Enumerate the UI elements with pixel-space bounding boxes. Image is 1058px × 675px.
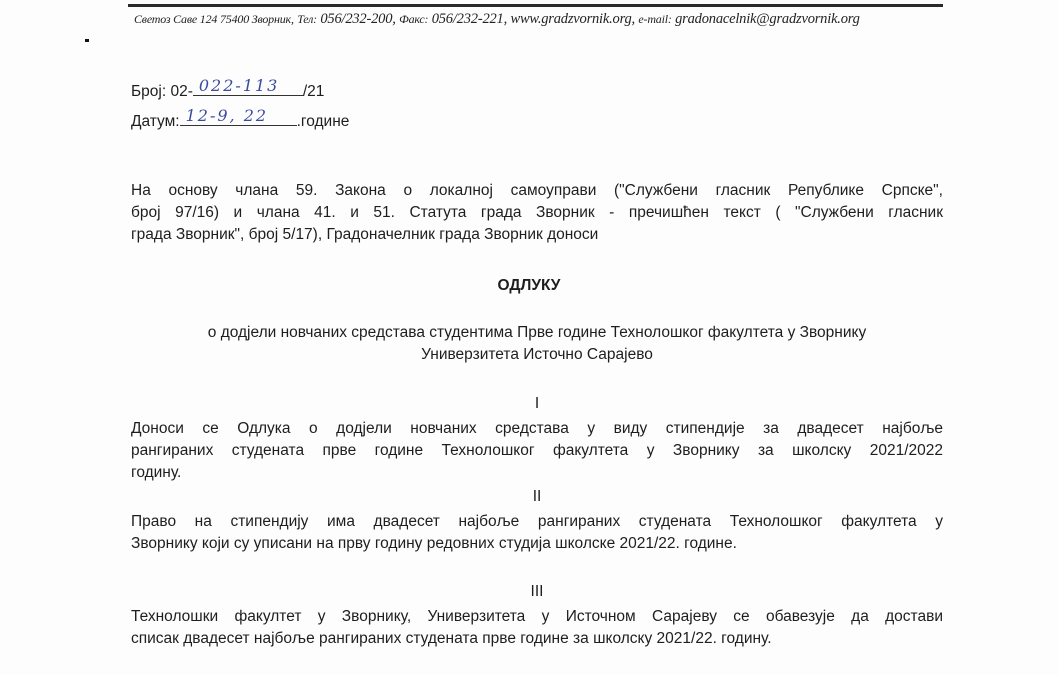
decision-title: ОДЛУКУ [497, 277, 561, 294]
section-line: годину. [131, 464, 182, 481]
section-line: Зворнику који су уписани на прву годину редовних студија школске 2021/22. године. [131, 535, 737, 552]
letterhead-address: Светоз Саве 124 75400 Зворник, [134, 12, 294, 26]
letterhead-rule [128, 4, 943, 7]
datum-blank [180, 107, 297, 126]
document-date [131, 107, 349, 131]
section-numeral-1: I [534, 395, 540, 412]
letterhead-email: gradonacelnik@gradzvornik.org [675, 11, 860, 27]
broj-suffix: /21 [302, 83, 325, 100]
letterhead-web: www.gradzvornik.org, [510, 11, 635, 27]
broj-handwritten: 022-113 [198, 76, 280, 95]
decision-subtitle [131, 322, 943, 366]
broj-blank [193, 77, 303, 96]
section-line: списак двадесет најбоље рангираних студената прве године за школску 2021/22. годину. [131, 630, 772, 647]
letterhead-email-label: e-mail: [638, 12, 672, 26]
intro-paragraph [131, 180, 943, 246]
section-paragraph-1 [131, 418, 943, 484]
letterhead-fax-label: Факс: [399, 12, 429, 26]
intro-line: број 97/16) и члана 41. и 51. Статута града Зворник - пречишћен текст ( "Службени гласник [131, 204, 943, 221]
letterhead-tel-label: Тел: [297, 12, 317, 26]
section-line: рангираних студената прве године Технолошког факултета у Зворнику за школску 2021/2022 [131, 442, 943, 459]
section-line: Технолошки факултет у Зворнику, Универзитета у Источном Сарајеву се обавезује да достави [131, 608, 943, 625]
section-line: Право на стипендију има двадесет најбоље рангираних студената Технолошког факултета у [131, 513, 943, 530]
letterhead-tel: 056/232-200, [320, 11, 396, 27]
datum-label: Датум: [131, 113, 180, 130]
datum-handwritten: 12-9, 22 [185, 106, 269, 125]
section-numeral-3: III [530, 583, 544, 600]
intro-line: града Зворник", број 5/17), Градоначелник града Зворник доноси [131, 226, 599, 243]
scan-speck [85, 39, 89, 42]
datum-suffix: .године [296, 113, 350, 130]
intro-line: На основу члана 59. Закона о локалној самоуправи ("Службени гласник Републике Српске", [131, 182, 943, 199]
letterhead-contact-line [134, 11, 934, 28]
decision-subtitle-line: Универзитета Источно Сарајево [421, 346, 653, 363]
section-line: Доноси се Одлука о додјели новчаних средстава у виду стипендије за двадесет најбоље [131, 420, 943, 437]
section-numeral-2: II [532, 488, 542, 505]
decision-subtitle-line: о додјели новчаних средстава студентима Прве године Технолошког факултета у Зворнику [207, 324, 867, 341]
broj-label: Број: 02- [131, 83, 193, 100]
section-paragraph-2 [131, 511, 943, 555]
document-number [131, 77, 324, 101]
section-paragraph-3 [131, 606, 943, 650]
letterhead-fax: 056/232-221, [431, 11, 508, 27]
